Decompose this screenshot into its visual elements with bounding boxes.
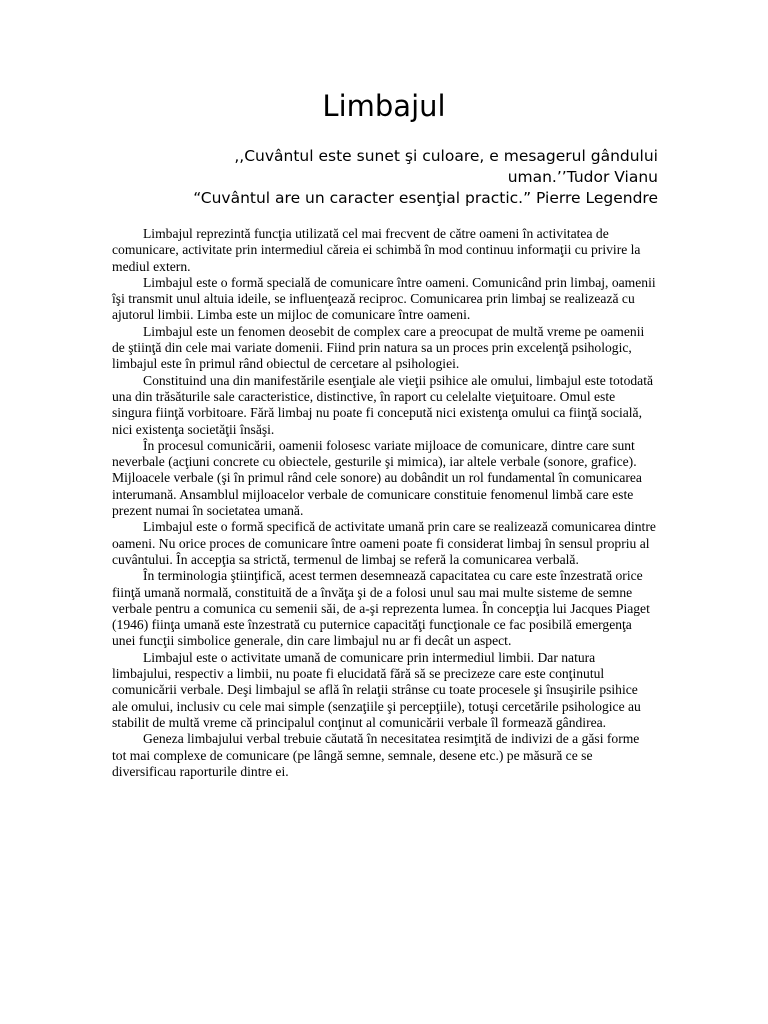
quote-tudor-vianu: ,,Cuvântul este sunet şi culoare, e mesagerul gândului uman.’’Tudor Vianu	[234, 147, 658, 186]
paragraph: Limbajul reprezintă funcţia utilizată cel mai frecvent de către oameni în activitatea de comunicare, activitate prin intermediul căreia ei schimbă în mod continuu informaţii cu privire la mediul extern.	[112, 226, 641, 274]
paragraph: Limbajul este o formă specifică de activitate umană prin care se realizează comunicarea dintre oameni. Nu orice proces de comunicare între oameni poate fi considerat limbaj în sensul propriu al cuvântului. În accepţia sa strictă, termenul de limbaj se referă la comunicarea verbală.	[112, 519, 656, 567]
document-body	[112, 226, 656, 780]
quote-pierre-legendre: “Cuvântul are un caracter esenţial practic.” Pierre Legendre	[193, 189, 658, 207]
paragraph: Limbajul este o formă specială de comunicare între oameni. Comunicând prin limbaj, oamenii îşi transmit unul altuia ideile, se influenţează reciproc. Comunicarea prin limbaj se realizează cu ajutorul limbii. Limba este un mijloc de comunicare între oameni.	[112, 274, 656, 323]
document-title: Limbajul	[322, 89, 446, 123]
paragraph: Geneza limbajului verbal trebuie căutată în necesitatea resimţită de indivizi de a găsi forme tot mai complexe de comunicare (pe lângă semne, semnale, desene etc.) pe măsură ce se diversificau raporturile dintre ei.	[112, 731, 640, 779]
paragraph: Constituind una din manifestările esenţiale ale vieţii psihice ale omului, limbajul este totodată una din trăsăturile sale caracteristice, distinctive, în raport cu celelalte vieţuitoare. Omul este singura fiinţă vorbitoare. Fără limbaj nu poate fi concepută nici existenţa omului ca fiinţă socială, nici existenţa societăţii însăşi.	[112, 372, 654, 437]
paragraph: Limbajul este o activitate umană de comunicare prin intermediul limbii. Dar natura limbajului, respectiv a limbii, nu poate fi elucidată fără să se precizeze care este conţinutul comunicării verbale. Deşi limbajul se află în relaţii strânse cu toate procesele şi însuşirile psihice ale omului, inclusiv cu cele mai simple (senzaţiile şi percepţiile), totuşi cercetările psihologice au stabilit de multă vreme că principalul conţinut al comunicării verbale îl formează gândirea.	[112, 649, 641, 730]
paragraph: În procesul comunicării, oamenii folosesc variate mijloace de comunicare, dintre care sunt neverbale (acţiuni concrete cu obiectele, gesturile şi mimica), iar altele verbale (sonore, grafice). Mijloacele verbale (şi în primul rând cele sonore) au dobândit un rol fundamental în comunicarea interumană. Ansamblul mijloacelor verbale de comunicare constituie fenomenul limbă care este prezent numai în societatea umană.	[112, 437, 642, 519]
epigraph-quotes	[138, 146, 658, 209]
paragraph: În terminologia ştiinţifică, acest termen desemnează capacitatea cu care este înzestrată orice fiinţă umană normală, constituită de a învăţa şi de a folosi unul sau mai multe sisteme de semne verbale pentru a comunica cu semenii săi, de a-şi reprezenta lumea. În concepţia lui Jacques Piaget (1946) fiinţa umană este înzestrată cu puternice capacităţi funcţionale ce fac posibilă emergenţa unei funcţii simbolice generale, din care limbajul nu ar fi decât un aspect.	[112, 568, 650, 649]
paragraph: Limbajul este un fenomen deosebit de complex care a preocupat de multă vreme pe oamenii de ştiinţă din cele mai variate domenii. Fiind prin natura sa un proces prin excelenţă psihologic, limbajul este în primul rând obiectul de cercetare al psihologiei.	[112, 323, 645, 372]
